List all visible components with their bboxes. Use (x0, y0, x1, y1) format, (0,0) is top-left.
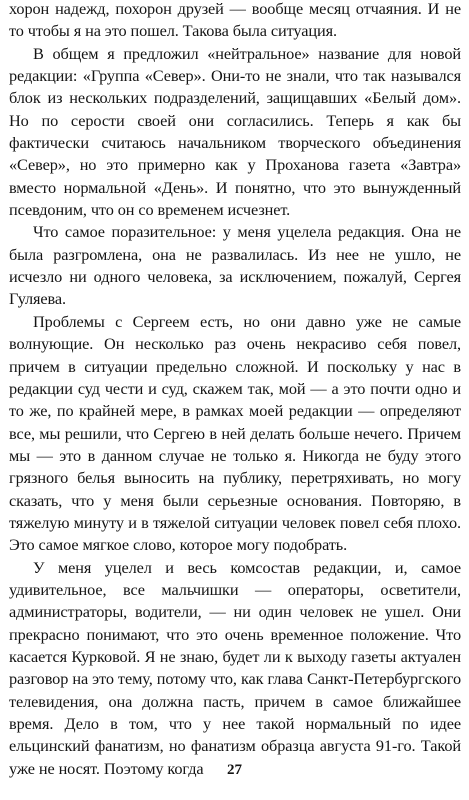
paragraph: В общем я предложил «нейтральное» название для новой редакции: «Группа «Север». Они-то не знали, что так назывался блок из нескольких подразделений, защищавших «Белый дом». Но по серости своей они согласились. Теперь я как бы фактически считаюсь начальником творческого объединения «Север», но это примерно как у Проханова газета «Завтра» вместо нормальной «День». И понятно, что это вынужденный псевдоним, что он со временем исчезнет. (9, 43, 461, 220)
page-number: 27 (227, 762, 242, 778)
body-text (9, 0, 461, 780)
paragraph: У меня уцелел и весь комсостав редакции, и, самое удивительное, все мальчишки — операторы, осветители, администраторы, водители, — ни один человек не ушел. Они прекрасно понимают, что это очень временное положение. Что касается Курковой. Я не знаю, будет ли к выходу газеты актуален разговор на это тему, потому что, как глава Санкт-Петербургского телевидения, она должна пасть, причем в самое ближайшее время. Дело в том, что у нее такой нормальный по идее ельцинский фанатизм, но фанатизм образца августа 91-го. Такой уже не носят. Поэтому когда (9, 557, 461, 778)
paragraph: Проблемы с Сергеем есть, но они давно уже не самые волнующие. Он несколько раз очень некрасиво себя повел, причем в ситуации предельно сложной. И поскольку у нас в редакции суд чести и суд, скажем так, мой — а это почти одно и то же, по крайней мере, в рамках моей редакции — определяют все, мы решили, что Сергею в ней делать больше нечего. Причем мы — это в данном случае не только я. Никогда не буду этого грязного белья выносить на публику, перетряхивать, но могу сказать, что у меня были серьезные основания. Повторяю, в тяжелую минуту и в тяжелой ситуации человек повел себя плохо. Это самое мягкое слово, которое могу подобрать. (9, 311, 461, 555)
paragraph-continuation: хорон надежд, похорон друзей — вообще месяц отчаяния. И не то чтобы я на это пошел. Такова была ситуация. (9, 0, 461, 41)
paragraph: Что самое поразительное: у меня уцелела редакция. Она не была разгромлена, она не развалилась. Из нее не ушло, не исчезло ни одного человека, за исключением, пожалуй, Сергея Гуляева. (9, 222, 461, 309)
